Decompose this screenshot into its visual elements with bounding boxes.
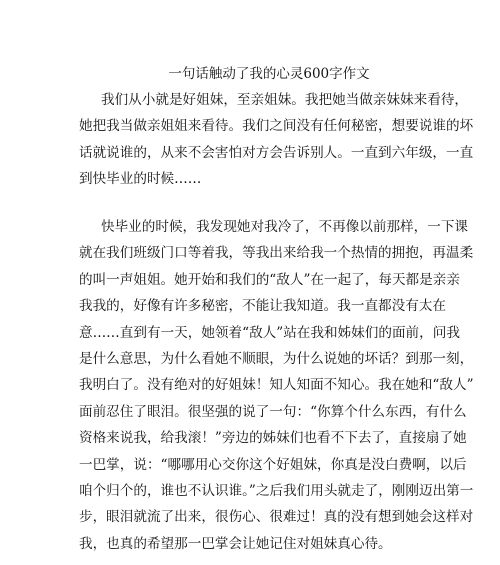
- paragraph-line: 我我的，好像有许多秘密，不能让我知道。我一直都没有太在: [79, 298, 447, 315]
- paragraph-line: 我明白了。没有绝对的好姐妹！知人知面不知心。我在她和“敌人”: [79, 377, 474, 394]
- paragraph-line: 资格来说我，给我滚！”旁边的姊妹们也看不下去了，直接扇了她: [79, 430, 467, 447]
- paragraph-1: [79, 87, 474, 193]
- paragraph-line: 就在我们班级门口等着我，等我出来给我一个热情的拥抱，再温柔: [79, 245, 474, 262]
- paragraph-line: 到快毕业的时候……: [79, 171, 202, 188]
- paragraph-line: 我们从小就是好姐妹，至亲姐妹。我把她当做亲妹妹来看待，: [101, 92, 469, 108]
- document-title: 一句话触动了我的心灵600字作文: [168, 66, 370, 82]
- paragraph-line: 话就说谁的，从来不会害怕对方会告诉别人。一直到六年级，一直: [79, 144, 474, 161]
- paragraph-line: 咱个归个的，谁也不认识谁。”之后我们用头就走了，刚刚迈出第一: [79, 482, 474, 499]
- paragraph-line: 步，眼泪就流了出来，很伤心、很难过！真的没有想到她会这样对: [79, 509, 474, 526]
- paragraph-line: 的叫一声姐姐。她开始和我们的“敌人”在一起了，每天都是亲亲: [79, 271, 460, 288]
- paragraph-line: 一巴掌，说：“哪哪用心交你这个好姐妹，你真是没白费啊，以后: [79, 456, 467, 473]
- paragraph-line: 意……直到有一天，她领着“敌人”站在我和姊妹们的面前，问我: [79, 324, 460, 341]
- paragraph-line: 面前忍住了眼泪。很坚强的说了一句：“你算个什么东西，有什么: [79, 403, 467, 420]
- paragraph-line: 快毕业的时候，我发现她对我冷了，不再像以前那样，一下课: [101, 219, 469, 235]
- paragraph-2: [79, 214, 474, 557]
- paragraph-line: 她把我当做亲姐姐来看待。我们之间没有任何秘密，想要说谁的坏: [79, 118, 474, 135]
- paragraph-line: 我，也真的希望那一巴掌会让她记住对姐妹真心待。: [79, 535, 392, 552]
- paragraph-line: 是什么意思，为什么看她不顺眼，为什么说她的坏话？到那一刻，: [79, 350, 474, 367]
